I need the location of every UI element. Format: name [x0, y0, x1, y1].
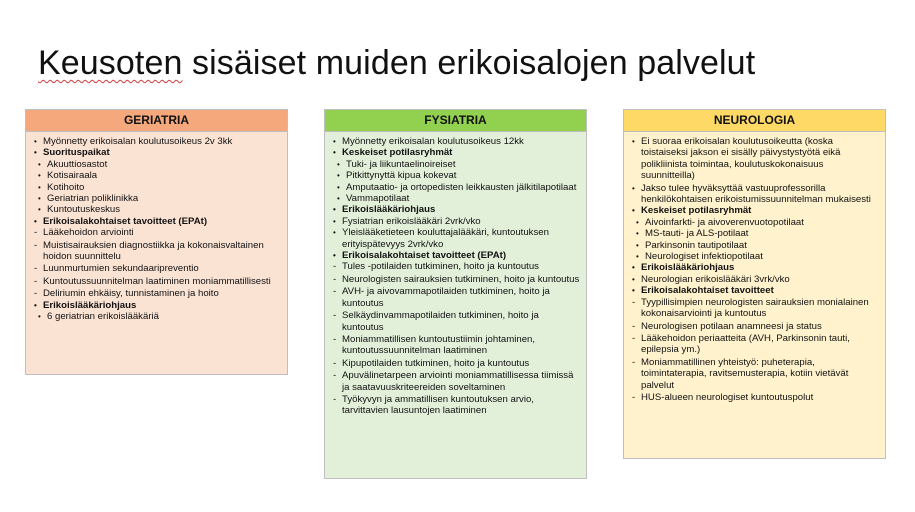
list-item: • Keskeiset potilasryhmät — [632, 205, 879, 216]
list-item: • Erikoisalakohtaiset tavoitteet — [632, 285, 879, 296]
list-item: • Kotisairaala — [38, 170, 281, 181]
list-item: - Lääkehoidon periaatteita (AVH, Parkinsonin tauti, epilepsia ym.) — [632, 333, 879, 356]
list-item: - Muistisairauksien diagnostiikka ja kokonaisvaltainen hoidon suunnittelu — [34, 240, 281, 263]
list-item: - Luunmurtumien sekundaaripreventio — [34, 263, 281, 274]
list-item: • Kuntoutuskeskus — [38, 204, 281, 215]
list-item: - Neurologisen potilaan anamneesi ja status — [632, 321, 879, 332]
list-item: - Apuvälinetarpeen arviointi moniammatillisessa tiimissä ja saatavuuskriteereiden soveltaminen — [333, 370, 580, 393]
list-item: • Neurologian erikoislääkäri 3vrk/vko — [632, 274, 879, 285]
neurologia-panel — [623, 109, 886, 459]
list-item: • Erikoislääkäriohjaus — [632, 262, 879, 273]
slide-title-rest: sisäiset muiden erikoisalojen palvelut — [182, 44, 756, 82]
list-item: • Aivoinfarkti- ja aivoverenvuotopotilaat — [636, 217, 879, 228]
geriatria-header: GERIATRIA — [26, 110, 287, 132]
list-item: • Akuuttiosastot — [38, 159, 281, 170]
list-item: • Myönnetty erikoisalan koulutusoikeus 12kk — [333, 136, 580, 147]
list-item: • Jakso tulee hyväksyttää vastuuprofessorilla henkilökohtaisen erikoistumissuunnitelman mukaisesti — [632, 183, 879, 206]
list-item: • Tuki- ja liikuntaelinoireiset — [337, 159, 580, 170]
list-item: • Yleislääketieteen kouluttajalääkäri, kuntoutuksen erityispätevyys 2vrk/vko — [333, 227, 580, 250]
geriatria-list — [34, 136, 281, 323]
list-item: - HUS-alueen neurologiset kuntoutuspolut — [632, 392, 879, 403]
neurologia-list — [632, 136, 879, 403]
list-item: • Parkinsonin tautipotilaat — [636, 240, 879, 251]
fysiatria-panel — [324, 109, 587, 479]
slide-title — [38, 44, 755, 83]
list-item: • Ei suoraa erikoisalan koulutusoikeutta (koska toistaiseksi jakson ei sisälly päivystystyötä eikä polikliinista toimintaa, koulutuskokonaisuus suunnitteilla) — [632, 136, 879, 182]
list-item: • Erikoislääkäriohjaus — [333, 204, 580, 215]
list-item: - Kuntoutussuunnitelman laatiminen moniammatillisesti — [34, 276, 281, 287]
list-item: - Moniammatillisen kuntoutustiimin johtaminen, kuntoutussuunnitelman laatiminen — [333, 334, 580, 357]
list-item: • Neurologiset infektiopotilaat — [636, 251, 879, 262]
list-item: - Tyypillisimpien neurologisten sairauksien monialainen kokonaisarviointi ja kuntoutus — [632, 297, 879, 320]
list-item: • Erikoislääkäriohjaus — [34, 300, 281, 311]
fysiatria-header: FYSIATRIA — [325, 110, 586, 132]
list-item: - Kipupotilaiden tutkiminen, hoito ja kuntoutus — [333, 358, 580, 369]
list-item: • MS-tauti- ja ALS-potilaat — [636, 228, 879, 239]
list-item: • Geriatrian poliklinikka — [38, 193, 281, 204]
list-item: • 6 geriatrian erikoislääkäriä — [38, 311, 281, 322]
list-item: - Lääkehoidon arviointi — [34, 227, 281, 238]
list-item: • Fysiatrian erikoislääkäri 2vrk/vko — [333, 216, 580, 227]
list-item: - Työkyvyn ja ammatillisen kuntoutuksen arvio, tarvittavien lausuntojen laatiminen — [333, 394, 580, 417]
list-item: • Suorituspaikat — [34, 147, 281, 158]
slide-title-keusoten: Keusoten — [38, 44, 183, 82]
list-item: - Neurologisten sairauksien tutkiminen, hoito ja kuntoutus — [333, 274, 580, 285]
list-item: - AVH- ja aivovammapotilaiden tutkiminen, hoito ja kuntoutus — [333, 286, 580, 309]
list-item: • Keskeiset potilasryhmät — [333, 147, 580, 158]
neurologia-header: NEUROLOGIA — [624, 110, 885, 132]
fysiatria-list — [333, 136, 580, 417]
list-item: • Pitkittynyttä kipua kokevat — [337, 170, 580, 181]
list-item: • Kotihoito — [38, 182, 281, 193]
list-item: • Myönnetty erikoisalan koulutusoikeus 2v 3kk — [34, 136, 281, 147]
list-item: • Amputaatio- ja ortopedisten leikkausten jälkitilapotilaat — [337, 182, 580, 193]
geriatria-panel — [25, 109, 288, 375]
list-item: - Moniammatillinen yhteistyö: puheterapia, toimintaterapia, ravitsemusterapia, kotiin vietävät palvelut — [632, 357, 879, 391]
list-item: • Erikoisalakohtaiset tavoitteet (EPAt) — [333, 250, 580, 261]
list-item: • Erikoisalakohtaiset tavoitteet (EPAt) — [34, 216, 281, 227]
list-item: - Selkäydinvammapotilaiden tutkiminen, hoito ja kuntoutus — [333, 310, 580, 333]
list-item: - Tules -potilaiden tutkiminen, hoito ja kuntoutus — [333, 261, 580, 272]
list-item: • Vammapotilaat — [337, 193, 580, 204]
list-item: - Deliriumin ehkäisy, tunnistaminen ja hoito — [34, 288, 281, 299]
